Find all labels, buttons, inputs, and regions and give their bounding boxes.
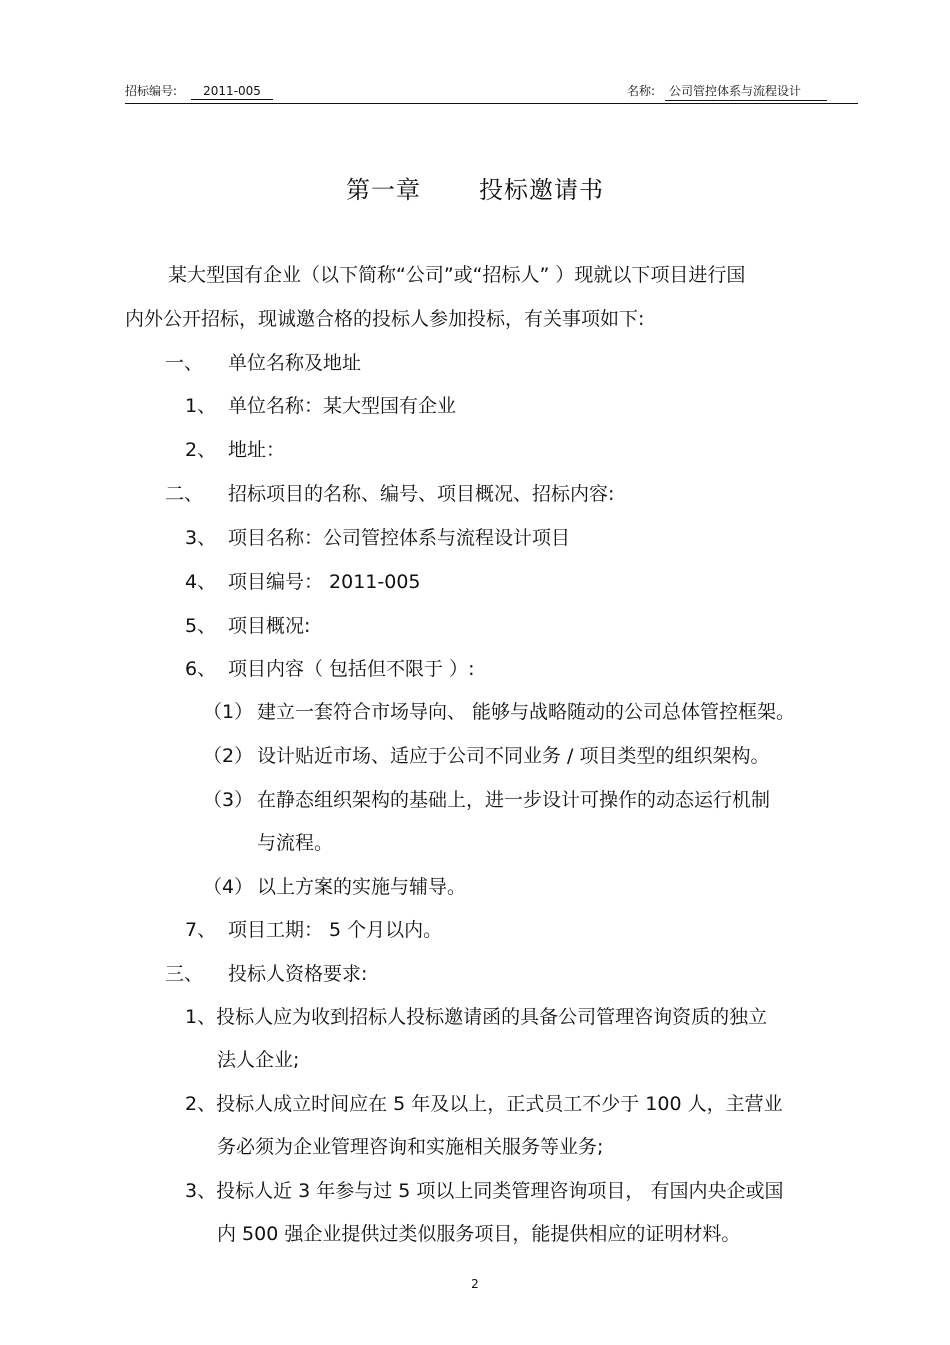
intro-line-1: 某大型国有企业（以下简称“公司”或“招标人” ）现就以下项目进行国 <box>168 264 746 286</box>
item-7-text: 项目工期： 5 个月以内。 <box>228 919 443 941</box>
chapter-name: 投标邀请书 <box>479 176 604 204</box>
sub-item-1-number: （1） <box>203 701 254 723</box>
item-1-number: 1、 <box>185 395 217 417</box>
section-3-number: 三、 <box>165 963 204 985</box>
requirement-2-line-2: 务必须为企业管理咨询和实施相关服务等业务; <box>217 1136 604 1158</box>
section-2-number: 二、 <box>165 483 204 505</box>
sub-item-2-text: 设计贴近市场、适应于公司不同业务 / 项目类型的组织架构。 <box>257 745 770 767</box>
sub-item-3-text: 在静态组织架构的基础上，进一步设计可操作的动态运行机制 <box>257 789 771 811</box>
item-2-number: 2、 <box>185 439 217 461</box>
project-name-label: 名称: <box>627 84 656 98</box>
requirement-3-line-1: 3、投标人近 3 年参与过 5 项以上同类管理咨询项目， 有国内央企或国 <box>185 1180 784 1202</box>
header-rule <box>125 103 858 104</box>
header-project-name <box>627 82 827 101</box>
chapter-number: 第一章 <box>346 176 421 204</box>
intro-line-2: 内外公开招标，现诚邀合格的投标人参加投标，有关事项如下: <box>125 308 645 330</box>
item-2-text: 地址： <box>228 439 286 461</box>
project-name-value: 公司管控体系与流程设计 <box>665 82 827 101</box>
item-6-number: 6、 <box>185 658 217 680</box>
section-2-heading: 招标项目的名称、编号、项目概况、招标内容: <box>228 483 615 505</box>
page-number: 2 <box>471 1277 479 1291</box>
item-1-text: 单位名称：某大型国有企业 <box>228 395 457 417</box>
bid-number-label: 招标编号: <box>125 84 178 98</box>
requirement-3-line-2: 内 500 强企业提供过类似服务项目，能提供相应的证明材料。 <box>217 1223 741 1245</box>
sub-item-3-number: （3） <box>203 789 254 811</box>
item-5-text: 项目概况: <box>228 615 311 637</box>
requirement-1-line-1: 1、投标人应为收到招标人投标邀请函的具备公司管理咨询资质的独立 <box>185 1006 768 1028</box>
requirement-2-line-1: 2、投标人成立时间应在 5 年及以上，正式员工不少于 100 人，主营业 <box>185 1093 783 1115</box>
item-3-number: 3、 <box>185 527 217 549</box>
sub-item-4-number: （4） <box>203 876 254 898</box>
item-3-text: 项目名称：公司管控体系与流程设计项目 <box>228 527 571 549</box>
section-3-heading: 投标人资格要求: <box>228 963 368 985</box>
item-4-number: 4、 <box>185 571 217 593</box>
item-4-text: 项目编号： 2011-005 <box>228 571 421 593</box>
sub-item-1-text: 建立一套符合市场导向、 能够与战略随动的公司总体管控框架。 <box>257 701 796 723</box>
item-7-number: 7、 <box>185 919 217 941</box>
bid-number-value: 2011-005 <box>191 84 273 100</box>
item-6-text: 项目内容（ 包括但不限于 ）: <box>228 658 475 680</box>
sub-item-4-text: 以上方案的实施与辅导。 <box>257 876 467 898</box>
section-1-number: 一、 <box>165 352 204 374</box>
requirement-1-line-2: 法人企业; <box>217 1049 300 1071</box>
section-1-heading: 单位名称及地址 <box>228 352 362 374</box>
sub-item-2-number: （2） <box>203 745 254 767</box>
item-5-number: 5、 <box>185 615 217 637</box>
chapter-title <box>0 170 950 205</box>
header-bid-number <box>125 82 273 100</box>
sub-item-3-continuation: 与流程。 <box>257 832 334 854</box>
